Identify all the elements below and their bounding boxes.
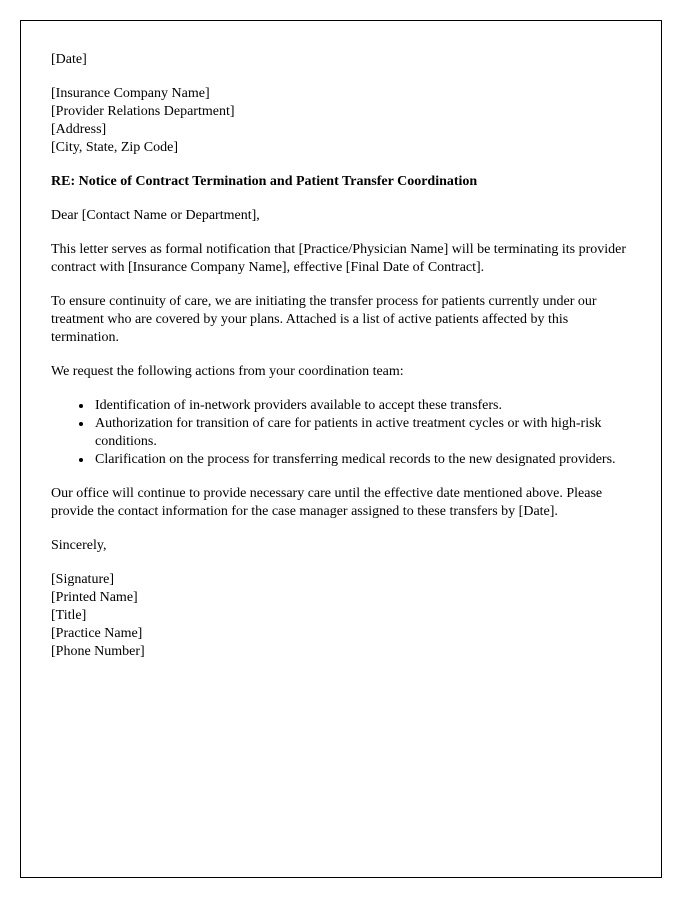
request-bullet-list	[51, 397, 631, 469]
request-intro: We request the following actions from your coordination team:	[51, 364, 404, 379]
signature-line-printed-name: [Printed Name]	[51, 590, 138, 605]
recipient-line-department: [Provider Relations Department]	[51, 104, 235, 119]
letter-body	[51, 51, 631, 661]
signature-block	[51, 571, 631, 661]
signature-line-practice-name: [Practice Name]	[51, 626, 143, 641]
signature-line-title: [Title]	[51, 608, 87, 623]
recipient-address-block	[51, 85, 631, 157]
bullet-item-clarification: • Clarification on the process for transferring medical records to the new designated providers.	[93, 451, 631, 469]
paragraph-notification: This letter serves as formal notification that [Practice/Physician Name] will be terminating its provider contract with [Insurance Company Name], effective [Final Date of Contract].	[51, 242, 626, 275]
signature-line-signature: [Signature]	[51, 572, 114, 587]
bullet-item-authorization: • Authorization for transition of care for patients in active treatment cycles or with high-risk conditions.	[93, 415, 631, 451]
letter-page	[20, 20, 662, 878]
recipient-line-city-state-zip: [City, State, Zip Code]	[51, 140, 179, 155]
paragraph-closing: Our office will continue to provide necessary care until the effective date mentioned above. Please provide the contact information for the case manager assigned to these transfers by [Date].	[51, 486, 603, 519]
recipient-line-company: [Insurance Company Name]	[51, 86, 210, 101]
salutation: Dear [Contact Name or Department],	[51, 208, 260, 223]
subject-line: RE: Notice of Contract Termination and Patient Transfer Coordination	[51, 174, 478, 189]
paragraph-continuity: To ensure continuity of care, we are initiating the transfer process for patients currently under our treatment who are covered by your plans. Attached is a list of active patients affected by this termination.	[51, 294, 597, 345]
recipient-line-address: [Address]	[51, 122, 107, 137]
date-line: [Date]	[51, 52, 87, 67]
signature-line-phone-number: [Phone Number]	[51, 644, 145, 659]
signoff: Sincerely,	[51, 538, 107, 553]
bullet-item-identification: • Identification of in-network providers available to accept these transfers.	[93, 397, 631, 415]
